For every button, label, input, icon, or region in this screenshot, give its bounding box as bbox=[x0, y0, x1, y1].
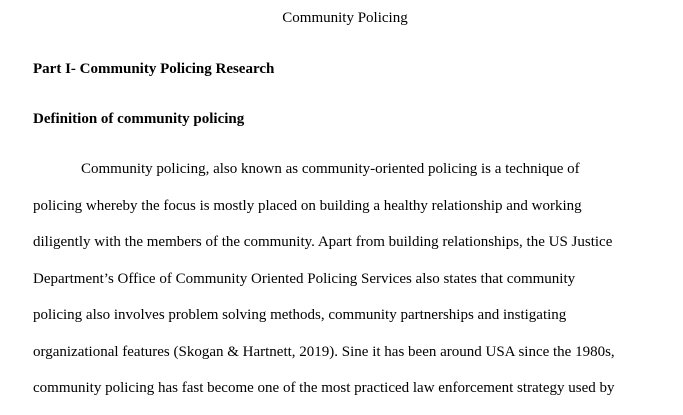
paragraph-line: diligently with the members of the community. Apart from building relationships, the US Justice bbox=[33, 234, 613, 250]
part-heading: Part I- Community Policing Research bbox=[33, 61, 275, 77]
running-head: Community Policing bbox=[282, 10, 408, 26]
paragraph-line: Department’s Office of Community Oriented Policing Services also states that community bbox=[33, 270, 576, 287]
paragraph-line: organizational features (Skogan & Hartnett, 2019). Sine it has been around USA since the 1980s, bbox=[33, 343, 615, 360]
paragraph-line: Community policing, also known as community-oriented policing is a technique of bbox=[81, 161, 580, 177]
section-heading: Definition of community policing bbox=[33, 111, 245, 127]
paragraph-line: community policing has fast become one of the most practiced law enforcement strategy used by bbox=[33, 380, 615, 396]
paragraph-line: policing whereby the focus is mostly placed on building a healthy relationship and working bbox=[33, 197, 582, 214]
body-paragraph bbox=[33, 159, 683, 415]
paragraph-line: policing also involves problem solving methods, community partnerships and instigating bbox=[33, 307, 567, 323]
